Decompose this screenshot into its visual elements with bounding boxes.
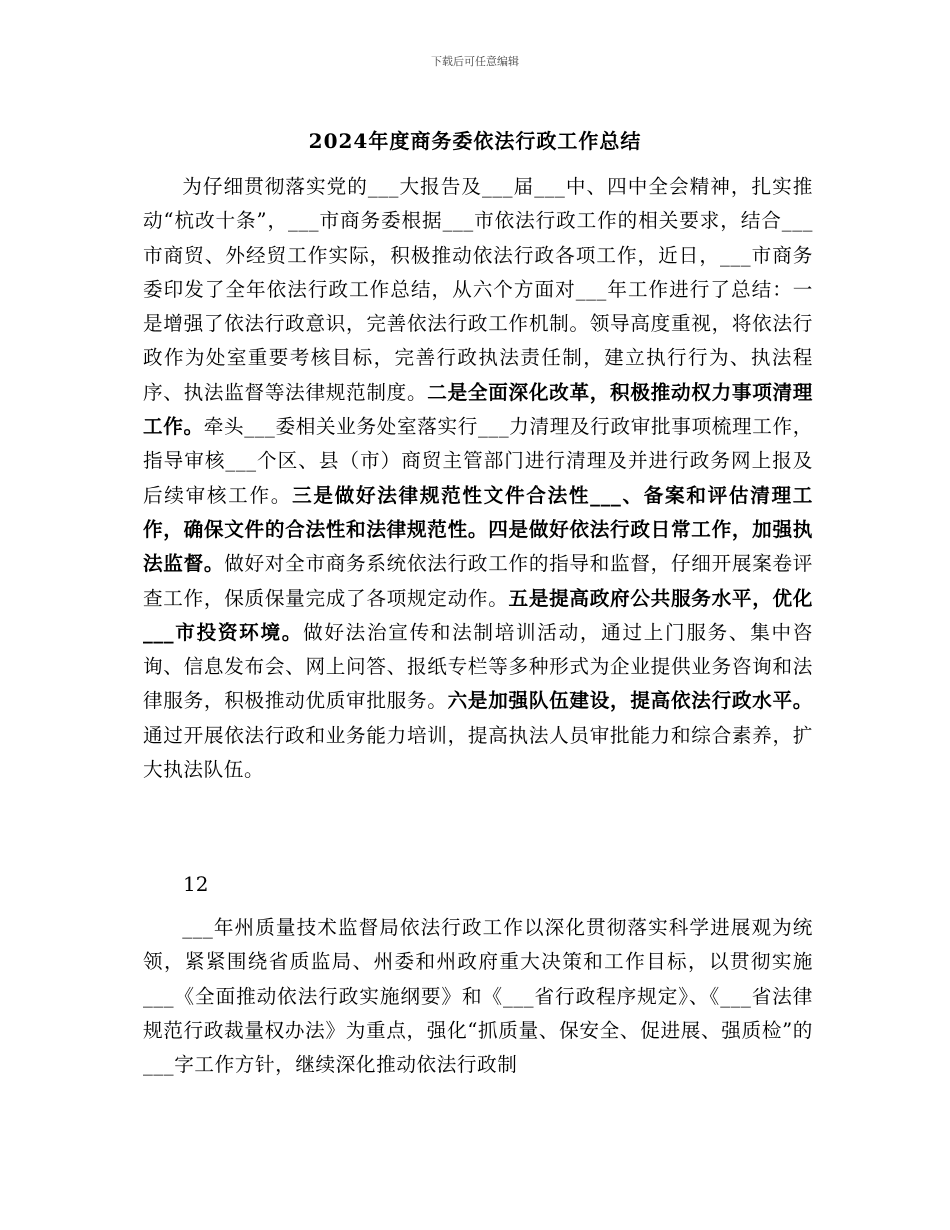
paragraph-text: 牵头___委相关业务处室落实行___力清理及行政审批事项梳理工作，指导审核___个区、县（市）商贸主管部门进行清理及并进行政务网上报及后续审核工作。 (143, 415, 813, 507)
summary-paragraph (143, 170, 813, 787)
document-title: 2024年度商务委依法行政工作总结 (308, 129, 642, 153)
bold-heading-3-4: 三是做好法律规范性文件合法性___、备案和评估清理工作，确保文件的合法性和法律规范性。四是做好依法行政日常工作，加强执法监督。 (143, 483, 813, 576)
bold-heading-5: 五是提高政府公共服务水平，优化___市投资环境。 (143, 586, 813, 644)
bold-heading-2: 二是全面深化改革，积极推动权力事项清理工作。 (143, 380, 813, 439)
second-paragraph: ___年州质量技术监督局依法行政工作以深化贯彻落实科学进展观为统领，紧紧围绕省质监局、州委和州政府重大决策和工作目标，以贯彻实施___《全面推动依法行政实施纲要》和《___省行政程序规定》、《___省法律规范行政裁量权办法》为重点，强化“抓质量、保安全、促进展、强质检”的___字工作方针，继续深化推动依法行政制 (143, 916, 813, 1077)
section-number: 12 (183, 872, 209, 896)
paragraph-text: 做好对全市商务系统依法行政工作的指导和监督，仔细开展案卷评查工作，保质保量完成了各项规定动作。 (143, 552, 813, 610)
bold-heading-6: 六是加强队伍建设，提高依法行政水平。 (447, 689, 813, 713)
paragraph-text: 通过开展依法行政和业务能力培训，提高执法人员审批能力和综合素养，扩大执法队伍。 (143, 723, 813, 782)
paragraph-text: 为仔细贯彻落实党的___大报告及___届___中、四中全会精神，扎实推动“杭改十条”，___市商务委根据___市依法行政工作的相关要求，结合___市商贸、外经贸工作实际，积极推动依法行政各项工作，近日，___市商务委印发了全年依法行政工作总结，从六个方面对___年工作进行了总结：一是增强了依法行政意识，完善依法行政工作机制。领导高度重视，将依法行政作为处室重要考核目标，完善行政执法责任制，建立执行行为、执法程序、执法监督等法律规范制度。 (143, 175, 813, 404)
paragraph-text: 做好法治宣传和法制培训活动，通过上门服务、集中咨询、信息发布会、网上问答、报纸专栏等多种形式为企业提供业务咨询和法律服务，积极推动优质审批服务。 (143, 620, 813, 713)
page-header: 下载后可任意编辑 (431, 55, 519, 68)
